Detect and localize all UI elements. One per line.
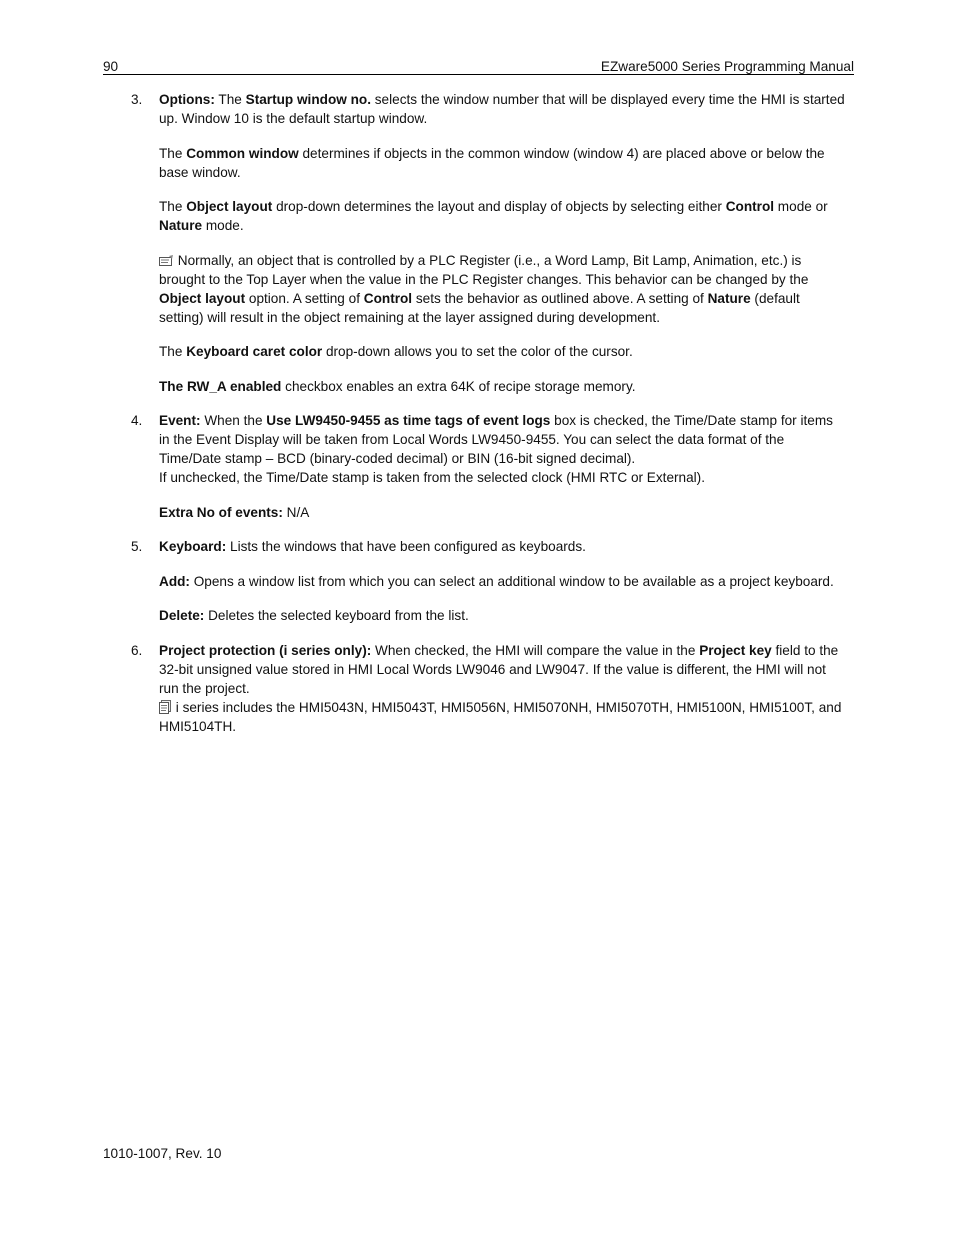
options-label: Options:: [159, 92, 215, 107]
caret-color-term: Keyboard caret color: [186, 344, 323, 359]
note-icon: [159, 255, 174, 266]
object-layout-paragraph: [159, 197, 847, 235]
event-label: Event:: [159, 413, 201, 428]
text: The: [159, 344, 187, 359]
text: mode.: [202, 218, 244, 233]
text: drop-down allows you to set the color of the cursor.: [322, 344, 633, 359]
event-paragraph: [159, 411, 847, 487]
page-header: [103, 57, 854, 75]
text: Normally, an object that is controlled by a PLC Register (i.e., a Word Lamp, Bit Lamp, Animation, etc.) is brought to the Top Layer when the value in the PLC Register changes. This behavior can be changed by the: [159, 252, 809, 287]
document-icon: [159, 700, 172, 714]
text: The: [214, 92, 246, 107]
text: (default setting) will result in the object remaining at the layer assigned during development.: [159, 290, 800, 325]
options-paragraph: [159, 90, 847, 128]
text: N/A: [282, 504, 310, 520]
control-term: Control: [363, 290, 413, 306]
text: Opens a window list from which you can select an additional window to be available as a project keyboard.: [189, 573, 834, 589]
add-paragraph: [159, 572, 847, 591]
extra-events-term: Extra No of events:: [159, 504, 283, 520]
object-layout-term: Object layout: [159, 290, 246, 306]
text: field to the 32-bit unsigned value stored in HMI Local Words LW9046 and LW9047. If the value is different, the HMI will not run the project.: [159, 642, 839, 696]
page-footer: 1010-1007, Rev. 10: [103, 1146, 222, 1161]
object-layout-note: [159, 251, 847, 327]
time-tags-term: Use LW9450-9455 as time tags of event logs: [266, 413, 551, 428]
control-term: Control: [725, 199, 775, 214]
text: The: [159, 199, 187, 214]
list-item-options: [131, 90, 847, 396]
item-number: 4.: [131, 413, 143, 428]
nature-term: Nature: [707, 290, 751, 306]
keyboard-label: Keyboard:: [159, 539, 227, 554]
rw-a-paragraph: [159, 377, 847, 396]
keyboard-paragraph: [159, 537, 847, 556]
add-term: Add:: [159, 573, 190, 589]
text: box is checked, the Time/Date stamp for items in the Event Display will be taken from Local Words LW9450-9455. You can select the data format of the Time/Date stamp – BCD (binary-coded decimal) or BIN (16-bit signed decimal).: [159, 413, 833, 466]
object-layout-term: Object layout: [186, 199, 273, 214]
common-window-paragraph: [159, 144, 847, 182]
text: sets the behavior as outlined above. A setting of: [412, 290, 708, 306]
caret-color-paragraph: [159, 342, 847, 361]
startup-window-term: Startup window no.: [245, 92, 371, 107]
rw-a-term: The RW_A enabled: [159, 378, 282, 394]
list-item-event: [131, 411, 847, 522]
common-window-term: Common window: [186, 145, 299, 161]
protection-label: Project protection (i series only):: [159, 642, 372, 658]
text: option. A setting of: [245, 290, 364, 306]
text: selects the window number that will be displayed every time the HMI is started up. Window 10 is the default startup window.: [159, 92, 845, 126]
manual-title: EZware5000 Series Programming Manual: [600, 59, 854, 74]
page-number: 90: [103, 59, 119, 74]
extra-events-paragraph: [159, 503, 847, 522]
text: drop-down determines the layout and display of objects by selecting either: [272, 199, 726, 214]
protection-paragraph: [159, 641, 847, 736]
text: Lists the windows that have been configured as keyboards.: [226, 539, 586, 554]
project-key-term: Project key: [699, 642, 772, 658]
text: i series includes the HMI5043N, HMI5043T, HMI5056N, HMI5070NH, HMI5070TH, HMI5100N, HMI5100T, and HMI5104TH.: [159, 699, 842, 734]
item-number: 6.: [131, 642, 143, 658]
text: The: [159, 145, 187, 161]
text: Deletes the selected keyboard from the list.: [204, 608, 469, 623]
text: When checked, the HMI will compare the value in the: [371, 642, 700, 658]
delete-paragraph: [159, 606, 847, 625]
text: determines if objects in the common window (window 4) are placed above or below the base window.: [159, 145, 825, 180]
item-number: 5.: [131, 539, 143, 554]
page-content: [131, 90, 847, 751]
list-item-keyboard: [131, 537, 847, 625]
text: checkbox enables an extra 64K of recipe storage memory.: [281, 378, 636, 394]
nature-term: Nature: [159, 218, 203, 233]
text: If unchecked, the Time/Date stamp is taken from the selected clock (HMI RTC or External).: [159, 470, 705, 485]
text: When the: [200, 413, 267, 428]
text: mode or: [774, 199, 828, 214]
delete-term: Delete:: [159, 608, 205, 623]
list-item-protection: [131, 641, 847, 736]
item-number: 3.: [131, 92, 143, 107]
